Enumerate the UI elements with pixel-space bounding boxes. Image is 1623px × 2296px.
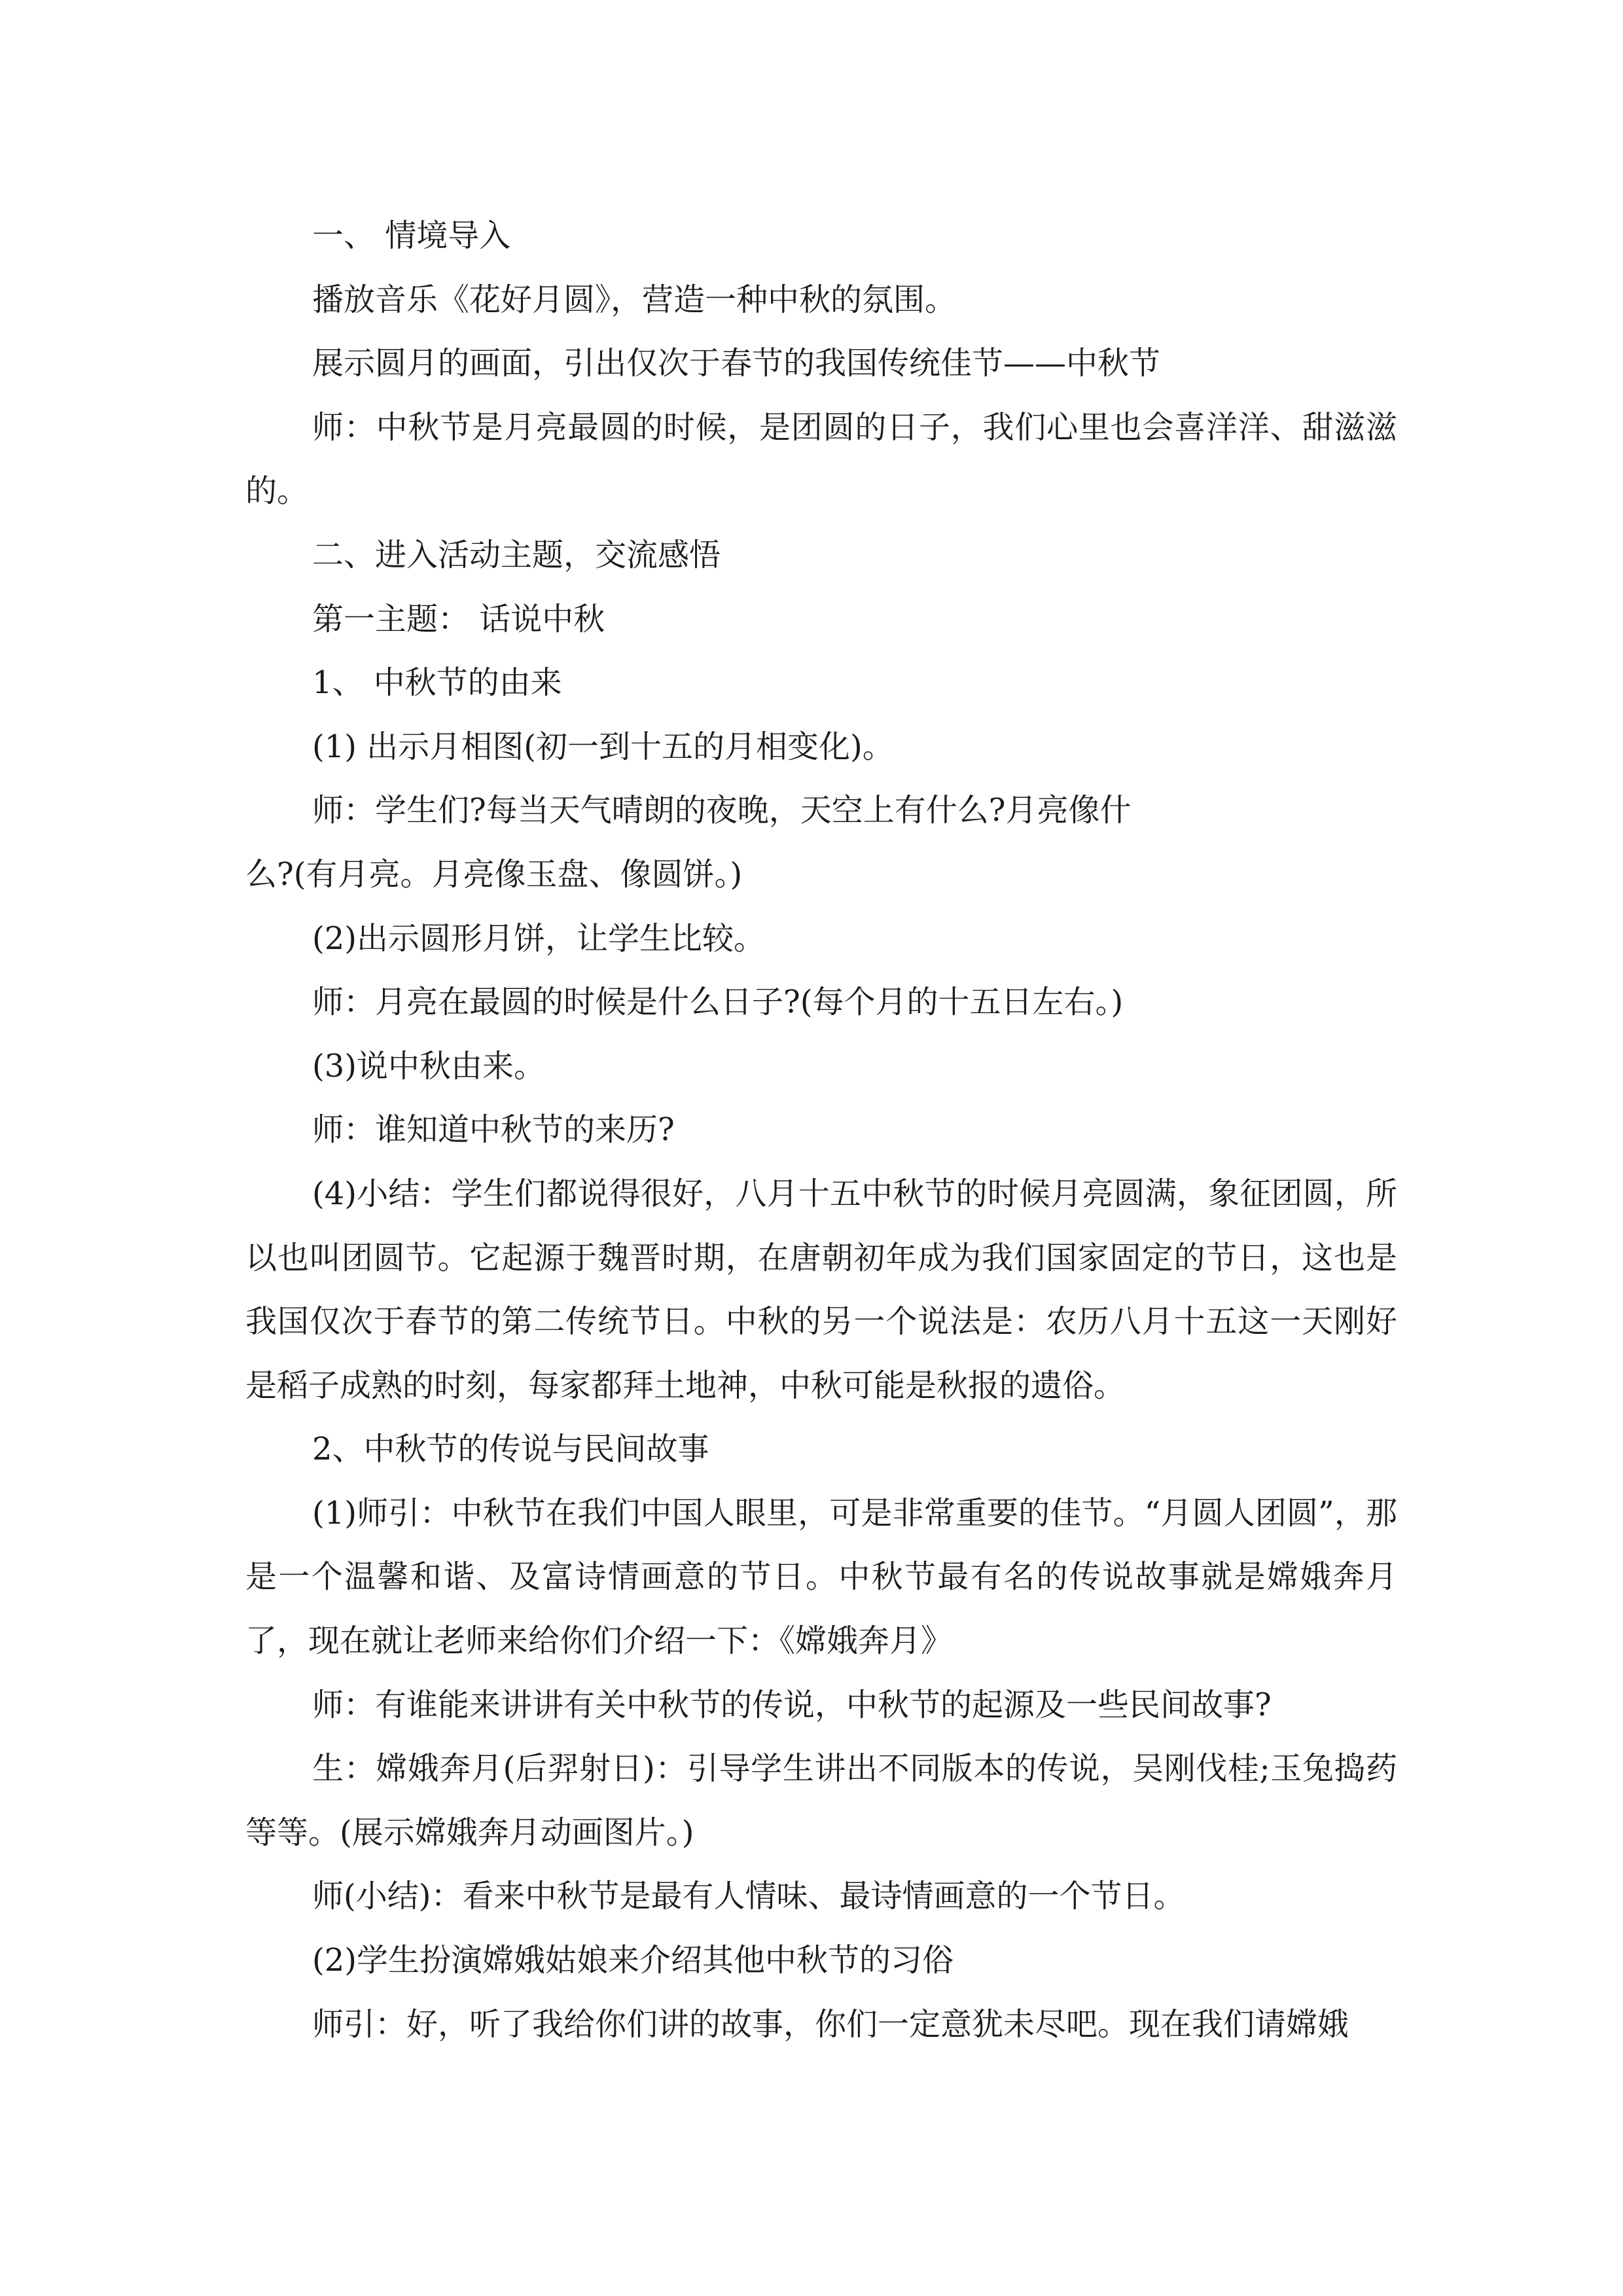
paragraph-teacher-question: 师：学生们?每当天气晴朗的夜晚，天空上有什么?月亮像什 [312,792,1132,829]
heading-activity-theme: 二、进入活动主题，交流感悟 [312,536,721,573]
paragraph-student-story: 生：嫦娥奔月(后羿射日)：引导学生讲出不同版本的传说，吴刚伐桂;玉兔捣药等等。(展示嫦娥奔月动画图片。) [245,1750,1397,1851]
heading-legends: 2、中秋节的传说与民间故事 [312,1431,709,1468]
paragraph-teacher-summary: 师(小结)：看来中秋节是最有人情味、最诗情画意的一个节日。 [312,1878,1185,1915]
paragraph-answer: 么?(有月亮。月亮像玉盘、像圆饼。) [245,855,743,893]
heading-situation-intro: 一、 情境导入 [312,217,511,254]
paragraph-origin-talk: (3)说中秋由来。 [312,1047,545,1085]
paragraph-who-knows: 师：谁知道中秋节的来历? [312,1111,675,1149]
paragraph-role-play: (2)学生扮演嫦娥姑娘来介绍其他中秋节的习俗 [312,1942,954,1979]
paragraph-teacher-lead: 师引：好，听了我给你们讲的故事，你们一定意犹未尽吧。现在我们请嫦娥 [312,2005,1349,2043]
paragraph-teacher-reunion: 师：中秋节是月亮最圆的时候，是团圆的日子，我们心里也会喜洋洋、甜滋滋的。 [245,408,1397,510]
paragraph-teacher-ask: 师：有谁能来讲讲有关中秋节的传说，中秋节的起源及一些民间故事? [312,1686,1272,1723]
document-body [245,204,1397,2056]
paragraph-teacher-intro: (1)师引：中秋节在我们中国人眼里，可是非常重要的佳节。“月圆人团圆”，那是一个温馨和谐、及富诗情画意的节日。中秋节最有名的传说故事就是嫦娥奔月了，现在就让老师来给你们介绍一下：《嫦娥奔月》 [245,1494,1397,1660]
heading-first-theme: 第一主题： 话说中秋 [312,600,605,637]
paragraph-moon-phase: (1) 出示月相图(初一到十五的月相变化)。 [312,728,894,765]
paragraph-summary: (4)小结：学生们都说得很好，八月十五中秋节的时候月亮圆满，象征团圆，所以也叫团圆节。它起源于魏晋时期，在唐朝初年成为我们国家固定的节日，这也是我国仅次于春节的第二传统节日。中秋的另一个说法是：农历八月十五这一天刚好是稻子成熟的时刻，每家都拜土地神，中秋可能是秋报的遗俗。 [245,1175,1397,1404]
paragraph-show-moon: 展示圆月的画面，引出仅次于春节的我国传统佳节——中秋节 [312,345,1161,382]
heading-origin: 1、 中秋节的由来 [312,664,562,702]
paragraph-mooncake: (2)出示圆形月饼，让学生比较。 [312,920,765,957]
paragraph-play-music: 播放音乐《花好月圆》，营造一种中秋的氛围。 [312,281,957,318]
paragraph-full-moon-day: 师：月亮在最圆的时候是什么日子?(每个月的十五日左右。) [312,984,1124,1021]
